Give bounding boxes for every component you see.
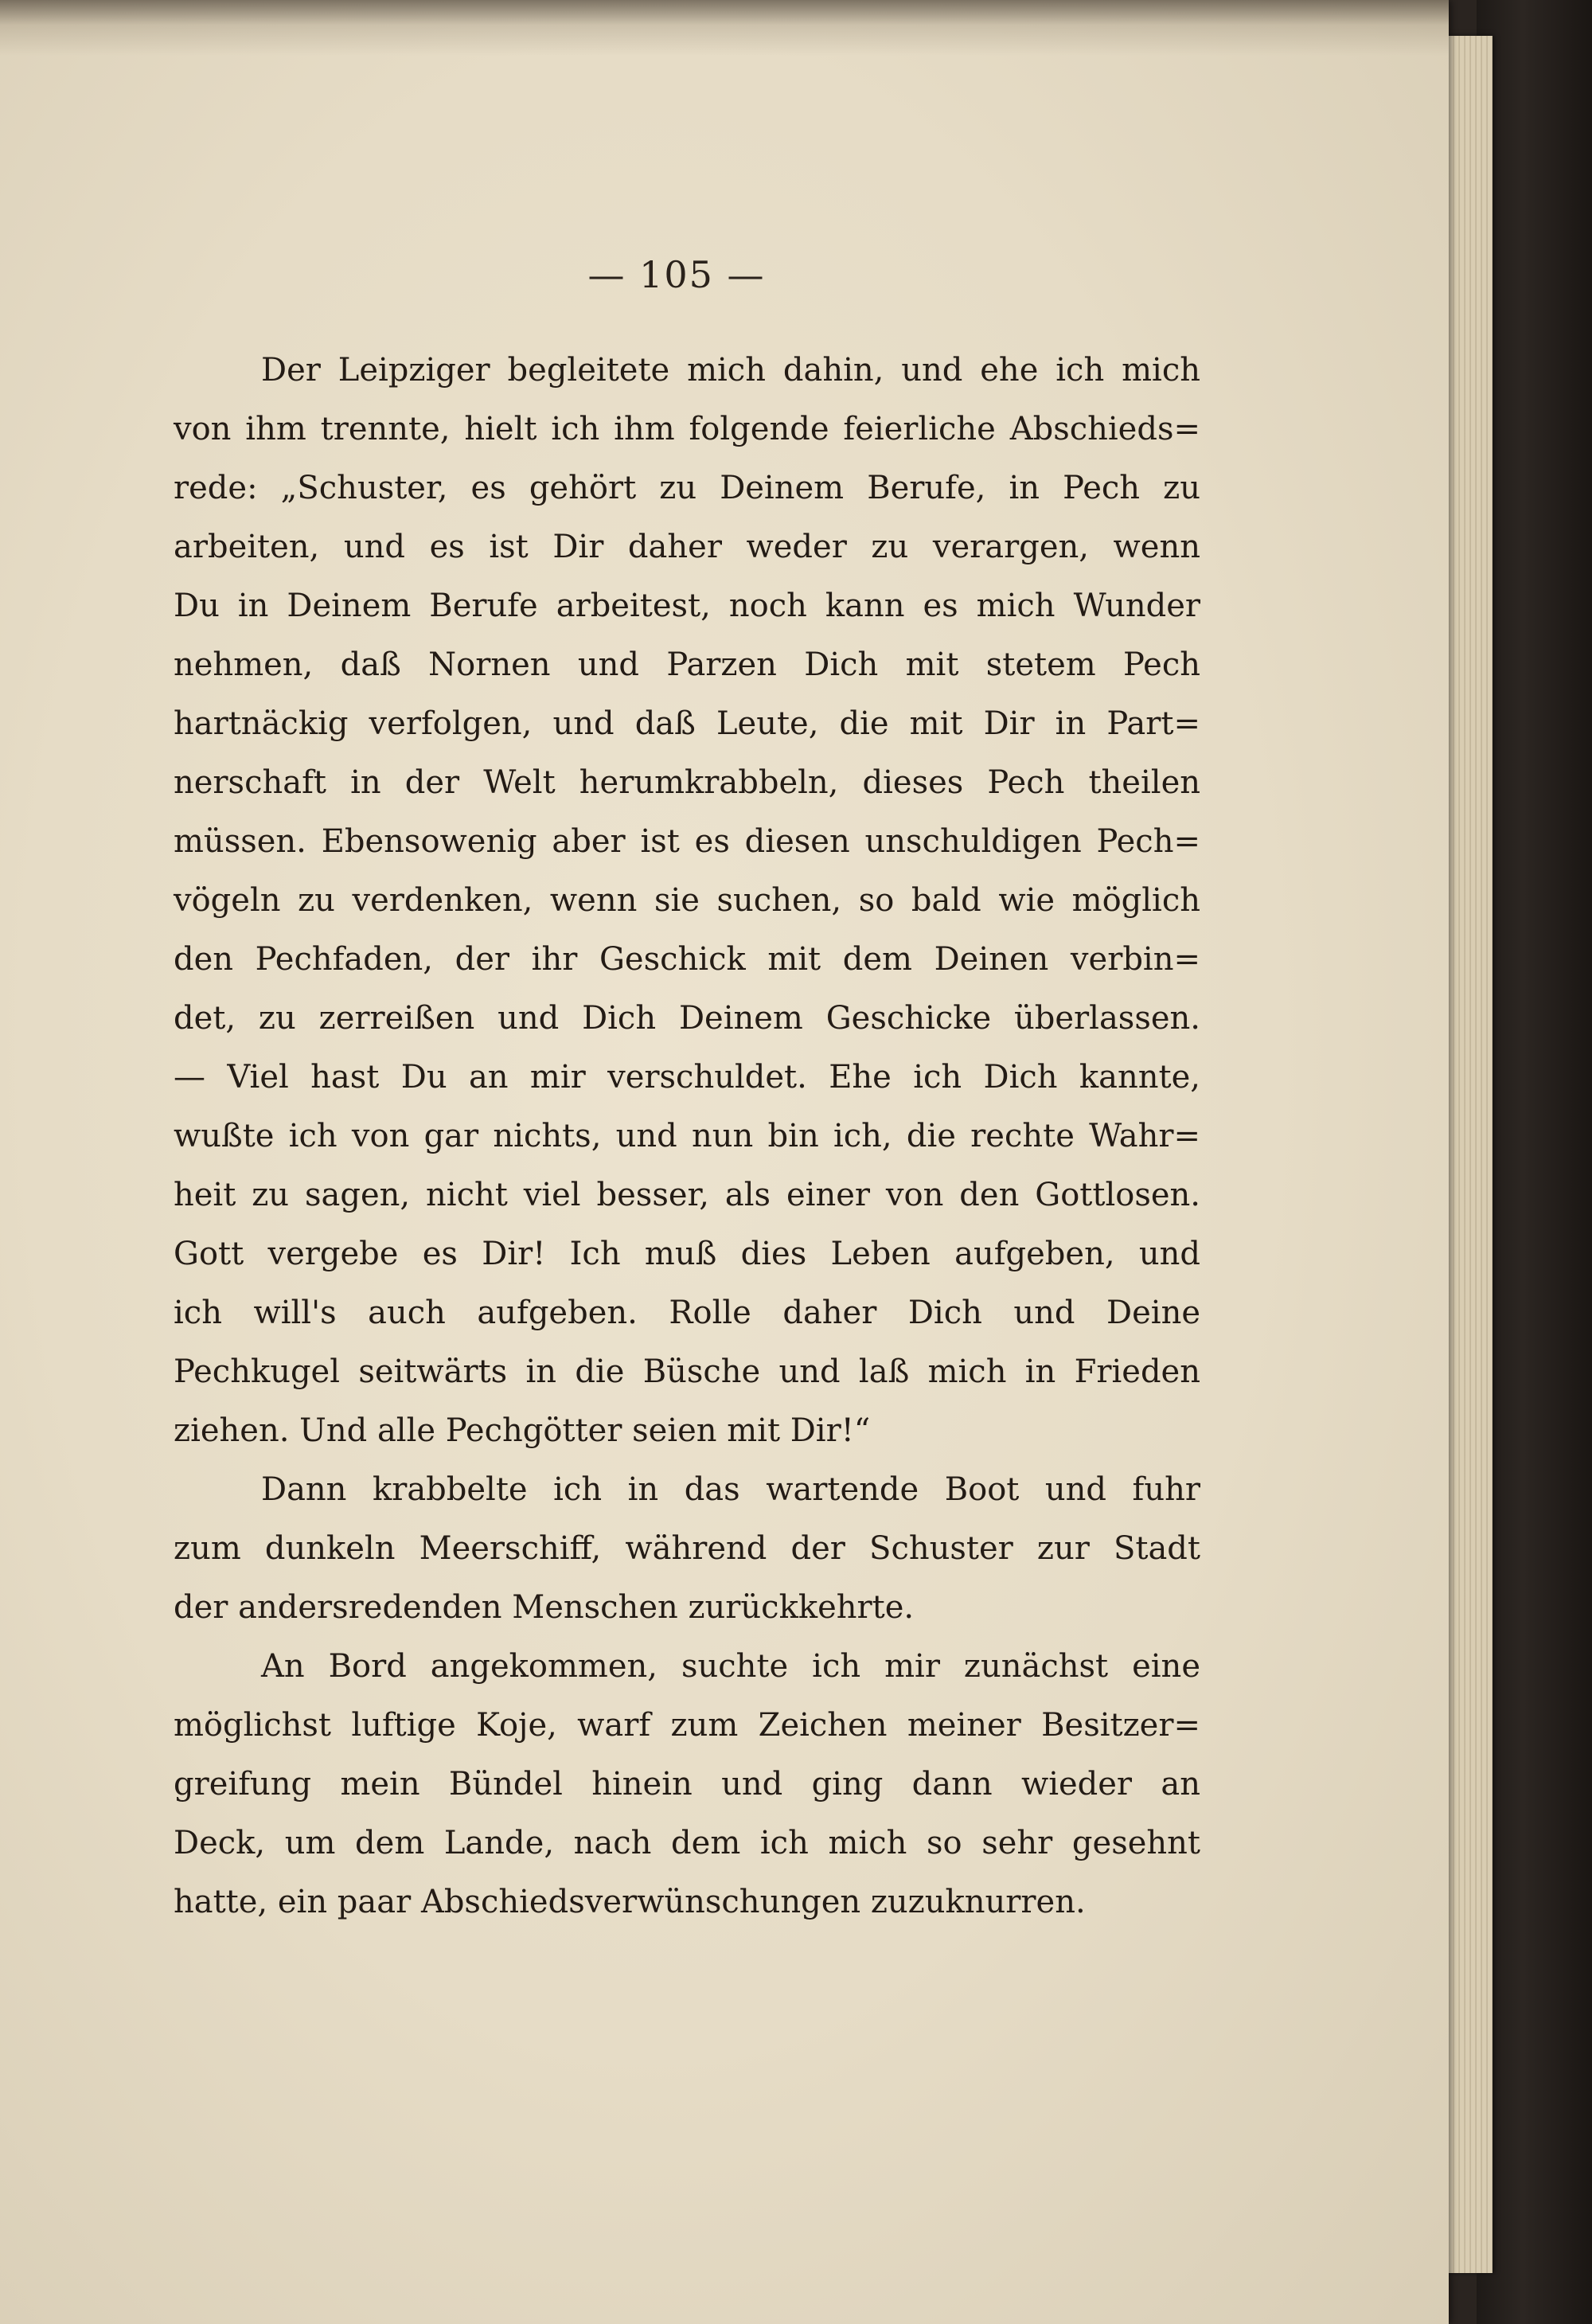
text-line: det, zu zerreißen und Dich Deinem Geschicke überlassen.: [174, 1000, 1200, 1037]
binding-shadow: [0, 0, 1449, 56]
text-line: Der Leipziger begleitete mich dahin, und ehe ich mich: [261, 352, 1200, 389]
text-line: ziehen. Und alle Pechgötter seien mit Dir!“: [174, 1412, 871, 1449]
text-line: möglichst luftige Koje, warf zum Zeichen meiner Besitzer=: [174, 1707, 1200, 1744]
body-text: [174, 341, 1200, 1931]
text-line: von ihm trennte, hielt ich ihm folgende feierliche Abschieds=: [174, 411, 1200, 447]
text-line: wußte ich von gar nichts, und nun bin ich, die rechte Wahr=: [174, 1118, 1200, 1154]
text-line: nehmen, daß Nornen und Parzen Dich mit stetem Pech: [174, 646, 1200, 683]
text-line: Pechkugel seitwärts in die Büsche und laß mich in Frieden: [174, 1353, 1200, 1390]
text-line: greifung mein Bündel hinein und ging dann wieder an: [174, 1766, 1200, 1803]
text-line: vögeln zu verdenken, wenn sie suchen, so bald wie möglich: [174, 882, 1200, 919]
text-line: der andersredenden Menschen zurückkehrte.: [174, 1589, 915, 1626]
text-line: rede: „Schuster, es gehört zu Deinem Berufe, in Pech zu: [174, 470, 1200, 506]
text-line: ich will's auch aufgeben. Rolle daher Dich und Deine: [174, 1295, 1200, 1331]
text-line: Deck, um dem Lande, nach dem ich mich so sehr gesehnt: [174, 1825, 1200, 1861]
book-cover-board: [1477, 0, 1592, 2324]
text-line: An Bord angekommen, suchte ich mir zunächst eine: [261, 1648, 1200, 1685]
text-line: zum dunkeln Meerschiff, während der Schuster zur Stadt: [174, 1530, 1200, 1567]
text-line: müssen. Ebensowenig aber ist es diesen unschuldigen Pech=: [174, 823, 1200, 860]
text-line: arbeiten, und es ist Dir daher weder zu verargen, wenn: [174, 529, 1200, 565]
text-line: Dann krabbelte ich in das wartende Boot und fuhr: [261, 1471, 1200, 1508]
page-number: — 105 —: [587, 253, 766, 296]
text-line: heit zu sagen, nicht viel besser, als einer von den Gottlosen.: [174, 1177, 1200, 1213]
text-line: Gott vergebe es Dir! Ich muß dies Leben aufgeben, und: [174, 1236, 1200, 1272]
text-line: den Pechfaden, der ihr Geschick mit dem Deinen verbin=: [174, 941, 1200, 978]
text-line: Du in Deinem Berufe arbeitest, noch kann es mich Wunder: [174, 588, 1200, 624]
text-line: nerschaft in der Welt herumkrabbeln, dieses Pech theilen: [174, 764, 1200, 801]
text-line: — Viel hast Du an mir verschuldet. Ehe ich Dich kannte,: [174, 1059, 1200, 1096]
text-line: hatte, ein paar Abschiedsverwünschungen zuzuknurren.: [174, 1884, 1086, 1920]
text-line: hartnäckig verfolgen, und daß Leute, die mit Dir in Part=: [174, 705, 1200, 742]
